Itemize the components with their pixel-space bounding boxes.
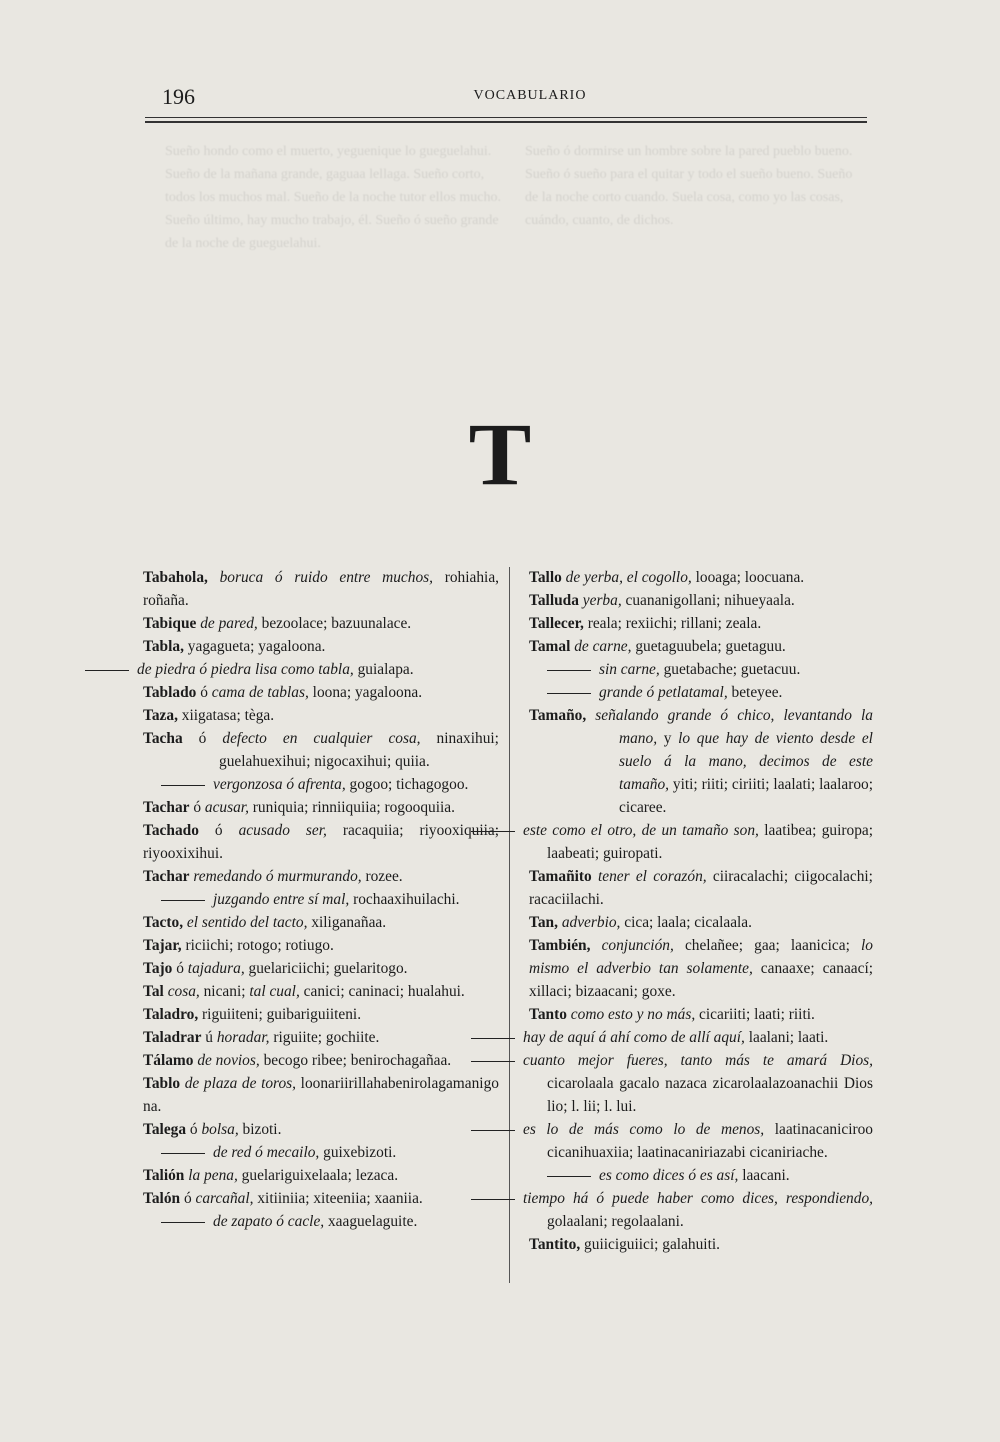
- section-letter: T: [468, 405, 532, 505]
- definition-note: es como dices ó es así,: [599, 1167, 739, 1184]
- definition-note: bolsa,: [201, 1121, 239, 1138]
- definition-note: carcañal,: [195, 1190, 254, 1207]
- entry-tal: [143, 980, 499, 1003]
- headword: Tacto,: [143, 914, 184, 931]
- header-rule-thick: [145, 121, 867, 123]
- translation: loona; yagaloona.: [312, 684, 423, 701]
- headword: Taladrar: [143, 1029, 202, 1046]
- translation: guetabache; guetacuu.: [663, 661, 801, 678]
- definition-note: vergonzosa ó afrenta,: [213, 776, 346, 793]
- dash-rule: [471, 831, 515, 832]
- headword: Tajar,: [143, 937, 182, 954]
- subentry-tamal-sin-carne: [529, 658, 873, 681]
- definition-note: defecto en cualquier cosa,: [222, 730, 421, 747]
- left-column: [137, 566, 499, 1233]
- definition-note: tajadura,: [187, 960, 245, 977]
- right-column: [523, 566, 873, 1256]
- entry-tachado: [143, 819, 499, 865]
- translation: riguiite; gochiite.: [273, 1029, 380, 1046]
- dash-rule: [471, 1038, 515, 1039]
- headword: Taladro,: [143, 1006, 199, 1023]
- definition-note: conjunción,: [601, 937, 674, 954]
- definition-note: boruca ó ruido entre muchos,: [219, 569, 433, 586]
- entry-tallo: [529, 566, 873, 589]
- translation: guixebizoti.: [323, 1144, 397, 1161]
- translation: rozee.: [365, 868, 403, 885]
- definition-note: de pared,: [200, 615, 258, 632]
- definition-note-2: lo que hay de viento desde el suelo á la mano, decimos de este tamaño,: [619, 730, 873, 793]
- subentry-talon-zapato: [143, 1210, 499, 1233]
- dash-rule: [161, 900, 205, 901]
- dash-rule: [547, 693, 591, 694]
- entry-tajo: [143, 957, 499, 980]
- subentry-tanto-es-como: [529, 1164, 873, 1187]
- entry-tambien: [529, 934, 873, 1003]
- definition-note: sin carne,: [599, 661, 660, 678]
- translation: riguiiteni; guibariguiiteni.: [202, 1006, 362, 1023]
- headword: Tabique: [143, 615, 197, 632]
- translation: guelariguixelaala; lezaca.: [241, 1167, 399, 1184]
- subentry-tacha-vergonzosa: [143, 773, 499, 796]
- entry-tamanito: [529, 865, 873, 911]
- headword: Tacha: [143, 730, 183, 747]
- definition-note: de novios,: [197, 1052, 260, 1069]
- entry-talion: [143, 1164, 499, 1187]
- subentry-tabla-piedra: [137, 658, 499, 681]
- connector: ó: [183, 1190, 192, 1207]
- entry-tallecer: [529, 612, 873, 635]
- dash-rule: [471, 1199, 515, 1200]
- connector: ó: [189, 1121, 198, 1138]
- dash-rule: [161, 1153, 205, 1154]
- headword: Tamaño,: [529, 707, 587, 724]
- translation: loonariirillahabenirolagamanigona.: [143, 1075, 499, 1115]
- definition-note: es lo de más como lo de menos,: [523, 1121, 765, 1138]
- translation: cicarolaala gacalo nazaca zicarolaalazoanachii Dios lio; l. lii; l. lui.: [547, 1075, 873, 1115]
- translation: yiti; riiti; ciriiti; laalati; laalaroo; cicaree.: [619, 776, 873, 816]
- subentry-tanto-cuanto: [523, 1049, 873, 1118]
- definition-note: señalando grande ó chico, levantando la mano,: [595, 707, 873, 747]
- translation: guetaguubela; guetaguu.: [635, 638, 786, 655]
- entry-tabahola: [143, 566, 499, 612]
- translation: rohiahia, roñaña.: [143, 569, 499, 609]
- translation: ninaxihui; guelahuexihui; nigocaxihui; quiia.: [219, 730, 499, 770]
- column-divider: [509, 567, 510, 1283]
- translation: xitiiniia; xiteeniia; xaaniia.: [257, 1190, 423, 1207]
- translation: laacani.: [742, 1167, 790, 1184]
- definition-note: de yerba, el cogollo,: [565, 569, 692, 586]
- translation: rochaaxihuilachi.: [353, 891, 460, 908]
- dash-rule: [161, 1222, 205, 1223]
- headword: Tachar: [143, 799, 190, 816]
- connector: ú: [205, 1029, 213, 1046]
- definition-note: este como el otro, de un tamaño son,: [523, 822, 759, 839]
- definition-note: como esto y no más,: [570, 1006, 696, 1023]
- entry-tantito: [529, 1233, 873, 1256]
- entry-tanto: [529, 1003, 873, 1026]
- definition-note: cama de tablas,: [211, 684, 309, 701]
- headword: Tablado: [143, 684, 197, 701]
- headword: Tabla,: [143, 638, 184, 655]
- subentry-talega-red: [143, 1141, 499, 1164]
- definition-note: acusado ser,: [238, 822, 327, 839]
- translation: cica; laala; cicalaala.: [624, 914, 752, 931]
- headword: Talión: [143, 1167, 185, 1184]
- translation: golaalani; regolaalani.: [547, 1213, 684, 1230]
- entry-tachar-acusar: [143, 796, 499, 819]
- headword: Tajo: [143, 960, 173, 977]
- definition-note: acusar,: [204, 799, 249, 816]
- translation: riciichi; rotogo; rotiugo.: [185, 937, 334, 954]
- headword: Tabahola,: [143, 569, 208, 586]
- definition-note: yerba,: [582, 592, 622, 609]
- headword: Talón: [143, 1190, 181, 1207]
- headword: Tachado: [143, 822, 199, 839]
- headword: Tan,: [529, 914, 558, 931]
- subentry-tachar-juzgando: [143, 888, 499, 911]
- definition-note: cuanto mejor fueres, tanto más te amará Dios,: [523, 1052, 873, 1069]
- definition-note: tener el corazón,: [597, 868, 707, 885]
- translation: bizoti.: [242, 1121, 282, 1138]
- entry-tachar-remedando: [143, 865, 499, 888]
- header-rule: [145, 117, 867, 118]
- entry-taladrar: [143, 1026, 499, 1049]
- entry-tamano: [529, 704, 873, 819]
- headword: También,: [529, 937, 591, 954]
- translation: beteyee.: [731, 684, 783, 701]
- translation: looaga; loocuana.: [695, 569, 805, 586]
- definition-note-2: tal cual,: [249, 983, 300, 1000]
- definition-note: de carne,: [574, 638, 632, 655]
- translation: guialapa.: [357, 661, 414, 678]
- translation: cuananigollani; nihueyaala.: [625, 592, 795, 609]
- connector: ó: [193, 799, 202, 816]
- translation: reala; rexiichi; rillani; zeala.: [587, 615, 762, 632]
- headword: Talega: [143, 1121, 187, 1138]
- definition-note: de zapato ó cacle,: [213, 1213, 325, 1230]
- connector: ó: [176, 960, 184, 977]
- translation: gogoo; tichagogoo.: [349, 776, 469, 793]
- definition-note: juzgando entre sí mal,: [213, 891, 350, 908]
- translation: laatinacaniciroo cicanihuaxiia; laatinacaniriazabi cicaniriache.: [547, 1121, 873, 1161]
- subentry-tanto-tiempo: [523, 1187, 873, 1233]
- translation: yagagueta; yagaloona.: [187, 638, 326, 655]
- translation: canici; caninaci; hualahui.: [303, 983, 465, 1000]
- definition-note: la pena,: [188, 1167, 238, 1184]
- entry-tamal: [529, 635, 873, 658]
- translation: racaquiia; riyooxiquiia; riyooxixihui.: [143, 822, 499, 862]
- entry-tabique: [143, 612, 499, 635]
- entry-taladro: [143, 1003, 499, 1026]
- entry-talon: [143, 1187, 499, 1210]
- headword: Taza,: [143, 707, 178, 724]
- headword: Tamal: [529, 638, 571, 655]
- entry-tajar: [143, 934, 499, 957]
- dash-rule: [161, 785, 205, 786]
- translation: guiiciguiici; galahuiti.: [584, 1236, 720, 1253]
- entry-talamo: [143, 1049, 499, 1072]
- entry-tan: [529, 911, 873, 934]
- translation-part: nicani;: [203, 983, 246, 1000]
- headword: Tamañito: [529, 868, 592, 885]
- translation: laatibea; guiropa; laabeati; guiropati.: [547, 822, 873, 862]
- translation: cicariiti; laati; riiti.: [699, 1006, 815, 1023]
- entry-tacto: [143, 911, 499, 934]
- translation: guelariciichi; guelaritogo.: [248, 960, 408, 977]
- definition-note: remedando ó murmurando,: [193, 868, 362, 885]
- running-title: VOCABULARIO: [473, 88, 587, 103]
- translation: xiigatasa; tèga.: [181, 707, 275, 724]
- headword: Tanto: [529, 1006, 567, 1023]
- translation: runiquia; rinniiquiia; rogooquiia.: [252, 799, 455, 816]
- definition-note: de red ó mecailo,: [213, 1144, 320, 1161]
- connector: ó: [198, 730, 207, 747]
- translation: bezoolace; bazuunalace.: [261, 615, 412, 632]
- translation: canaaxe; canaací; xillaci; bizaacani; goxe.: [529, 960, 873, 1000]
- definition-note-2: lo mismo el adverbio tan solamente,: [529, 937, 873, 977]
- translation: xiliganañaa.: [311, 914, 387, 931]
- show-through-left: Sueño hondo como el muerto, yeguenique lo gueguelahui. Sueño de la mañana grande, gaguaa lellaga. Sueño corto, todos los muchos mal. Sueño de la noche tutor ellos mucho. Sueño último, hay mucho trabajo, él. Sueño ó sueño grande de la noche de gueguelahui.: [165, 144, 501, 251]
- definition-note: hay de aquí á ahí como de allí aquí,: [523, 1029, 745, 1046]
- headword: Tal: [143, 983, 164, 1000]
- entry-tablo: [143, 1072, 499, 1118]
- dash-rule: [471, 1130, 515, 1131]
- headword: Tablo: [143, 1075, 181, 1092]
- translation-part: chelañee; gaa; laanicica;: [684, 937, 850, 954]
- headword: Tálamo: [143, 1052, 194, 1069]
- entry-tablado: [143, 681, 499, 704]
- show-through-text: [145, 140, 867, 390]
- connector: ó: [200, 684, 208, 701]
- definition-note: de piedra ó piedra lisa como tabla,: [137, 661, 354, 678]
- headword: Tantito,: [529, 1236, 581, 1253]
- dash-rule: [471, 1061, 515, 1062]
- subentry-tamal-grande: [529, 681, 873, 704]
- subentry-tanto-hay: [523, 1026, 873, 1049]
- definition-note: adverbio,: [561, 914, 621, 931]
- headword: Tallecer,: [529, 615, 584, 632]
- entry-talega: [143, 1118, 499, 1141]
- page-number: 196: [162, 84, 195, 109]
- definition-note: cosa,: [167, 983, 200, 1000]
- definition-note: tiempo há ó puede haber como dices, respondiendo,: [523, 1190, 873, 1207]
- dash-rule: [85, 670, 129, 671]
- definition-note: grande ó petlatamal,: [599, 684, 728, 701]
- definition-note: de plaza de toros,: [184, 1075, 297, 1092]
- connector: y: [663, 730, 672, 747]
- definition-note: el sentido del tacto,: [186, 914, 308, 931]
- headword: Tachar: [143, 868, 190, 885]
- headword: Tallo: [529, 569, 562, 586]
- entry-tabla: [143, 635, 499, 658]
- entry-taza: [143, 704, 499, 727]
- subentry-tamano-este: [523, 819, 873, 865]
- dash-rule: [547, 670, 591, 671]
- subentry-tanto-es-lo: [523, 1118, 873, 1164]
- definition-note: horadar,: [216, 1029, 270, 1046]
- entry-talluda: [529, 589, 873, 612]
- connector: ó: [214, 822, 223, 839]
- translation: laalani; laati.: [748, 1029, 829, 1046]
- headword: Talluda: [529, 592, 579, 609]
- entry-tacha: [143, 727, 499, 773]
- show-through-right: Sueño ó dormirse un hombre sobre la pared pueblo bueno. Sueño ó sueño para el quitar y todo el sueño bueno. Sueño de la noche corto cuando. Suela cosa, como yo las cosas, cuándo, cuanto, de dichos.: [525, 144, 853, 228]
- dash-rule: [547, 1176, 591, 1177]
- translation: becogo ribee; benirochagañaa.: [263, 1052, 452, 1069]
- translation: ciiracalachi; ciigocalachi; racaciilachi.: [529, 868, 873, 908]
- translation: xaaguelaguite.: [327, 1213, 418, 1230]
